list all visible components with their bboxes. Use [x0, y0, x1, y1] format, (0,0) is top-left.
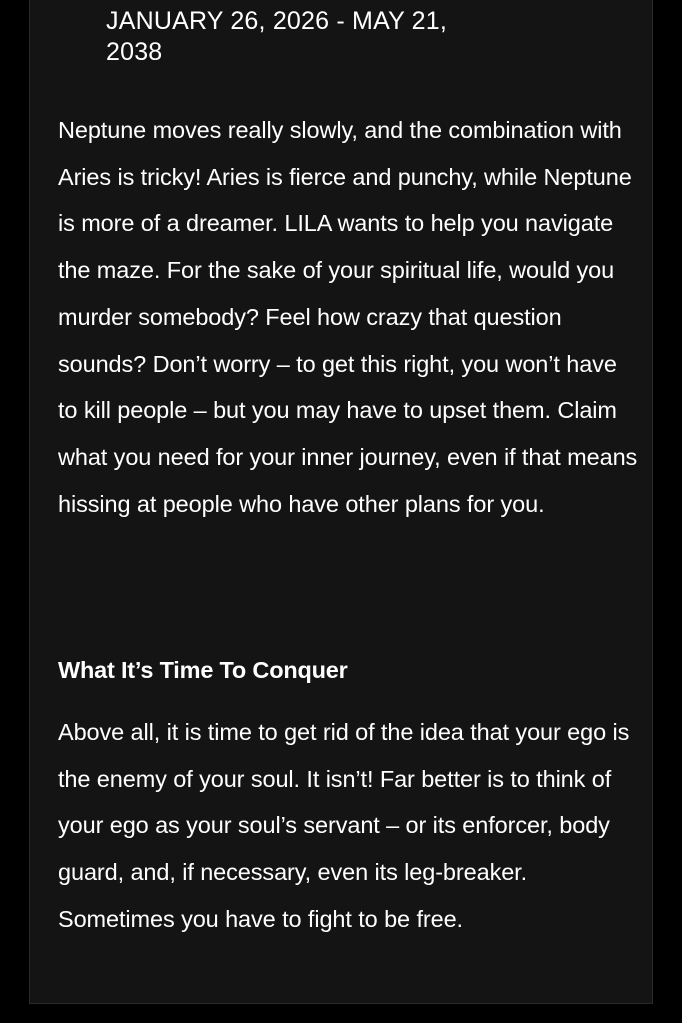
article-card [29, 0, 653, 1004]
section-heading: What It’s Time To Conquer [58, 657, 348, 683]
intro-paragraph: Neptune moves really slowly, and the combination with Aries is tricky! Aries is fierce and punchy, while Neptune is more of a dreamer. LILA wants to help you navigate the maze. For the sake of your spiritual life, would you murder somebody? Feel how crazy that question sounds? Don’t worry – to get this right, you won’t have to kill people – but you may have to upset them. Claim what you need for your inner journey, even if that means hissing at people who have other plans for you. [58, 117, 638, 517]
section-paragraph: Above all, it is time to get rid of the idea that your ego is the enemy of your soul. It isn’t! Far better is to think of your ego as your soul’s servant – or its enforcer, body guard, and, if necessary, even its leg-breaker. Sometimes you have to fight to be free. [58, 719, 630, 932]
date-range-heading: JANUARY 26, 2026 - MAY 21, 2038 [106, 7, 448, 66]
